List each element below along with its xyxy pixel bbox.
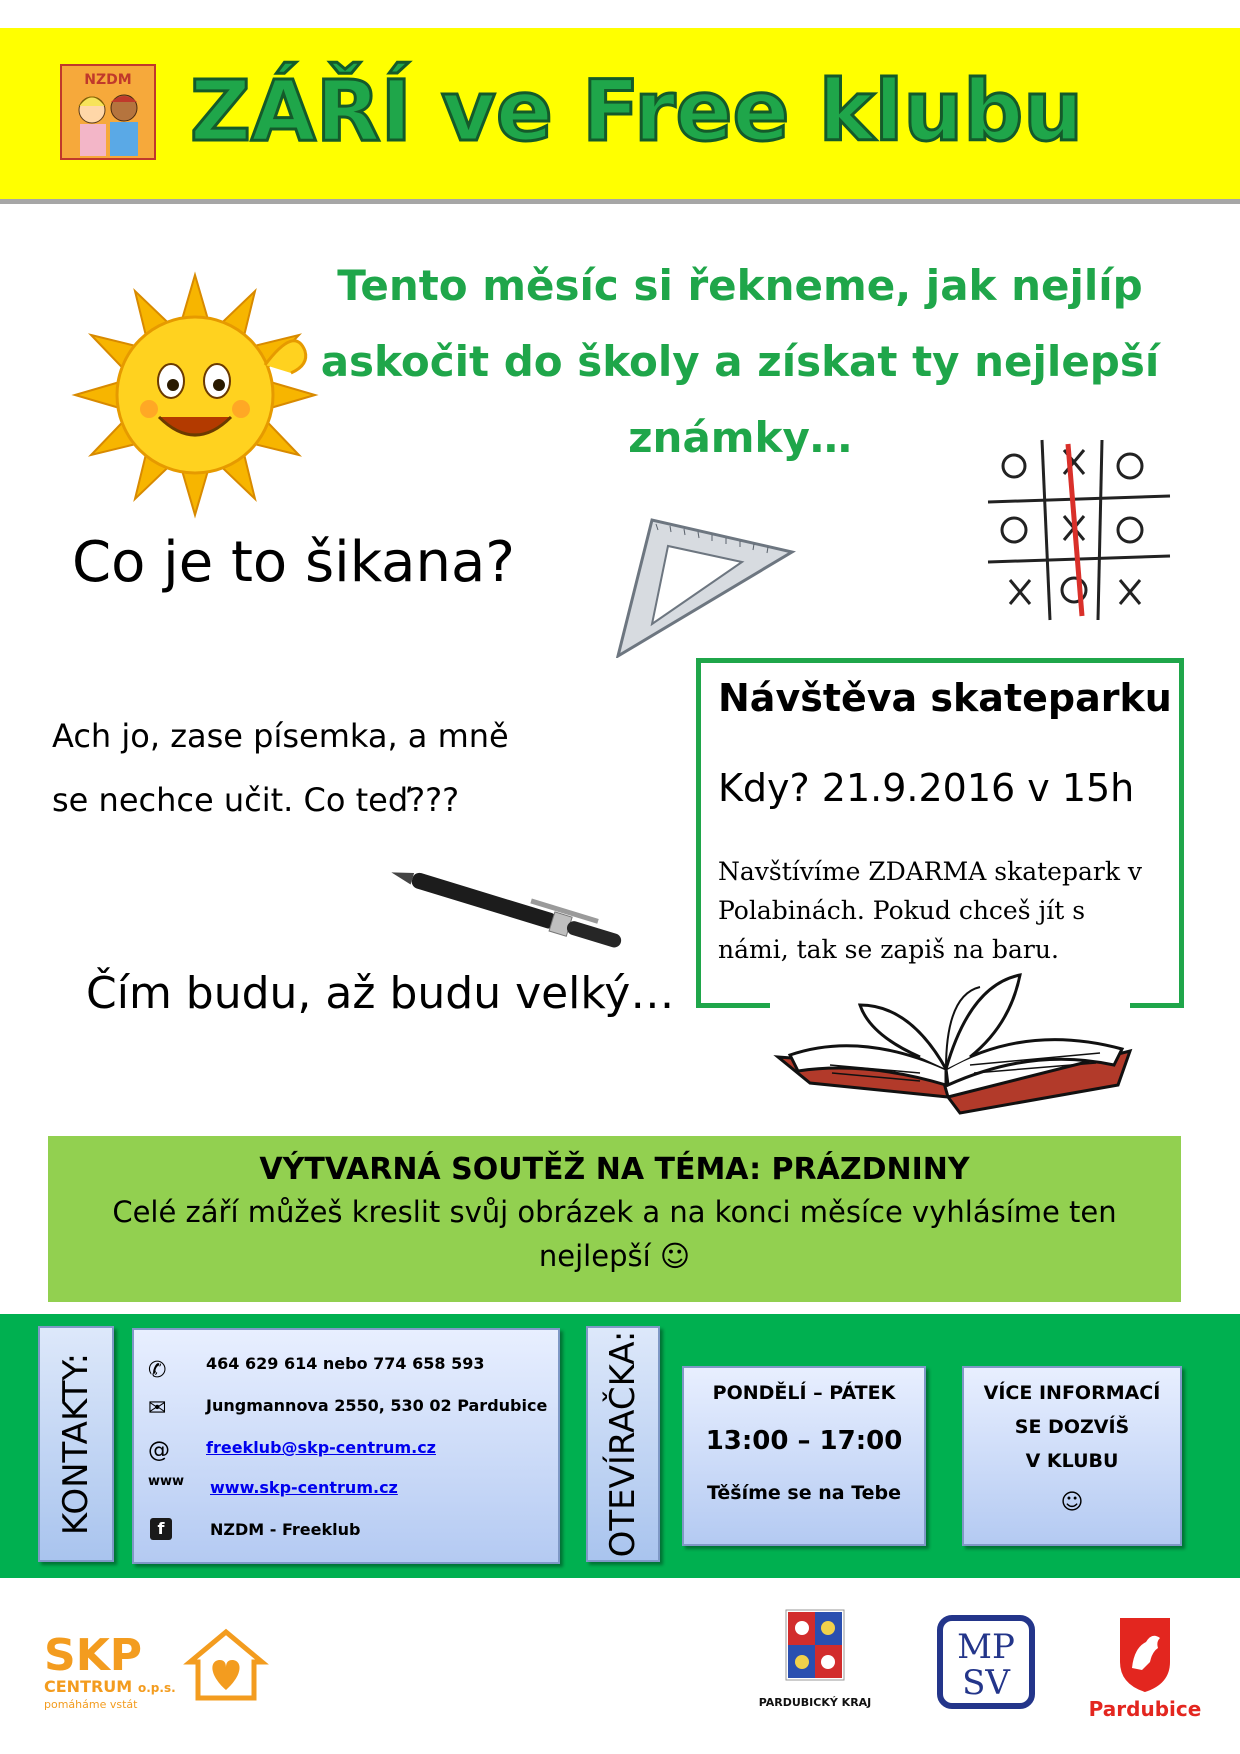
skp-logo-eps-text: o.p.s. bbox=[138, 1681, 176, 1695]
info-line-1: VÍCE INFORMACÍ bbox=[983, 1382, 1161, 1404]
pardubicky-kraj-logo bbox=[742, 1606, 888, 1716]
www-icon: www bbox=[148, 1474, 185, 1489]
envelope-icon: ✉ bbox=[148, 1396, 167, 1421]
set-square-illustration bbox=[590, 512, 800, 658]
art-contest-banner bbox=[48, 1136, 1181, 1302]
mpsv-logo-top: MP bbox=[957, 1627, 1015, 1667]
city-logo-text: Pardubice bbox=[1088, 1697, 1202, 1721]
opening-greeting: Těšíme se na Tebe bbox=[706, 1482, 902, 1504]
opening-hours-panel bbox=[682, 1366, 926, 1546]
opening-tab bbox=[586, 1326, 660, 1562]
phone-icon: ✆ bbox=[148, 1358, 167, 1383]
skp-logo-sub-text: CENTRUM bbox=[44, 1677, 133, 1696]
at-sign-icon: @ bbox=[148, 1438, 170, 1463]
skatepark-date: Kdy? 21.9.2016 v 15h bbox=[718, 766, 1135, 810]
more-info-panel bbox=[962, 1366, 1182, 1546]
topic-exam bbox=[52, 704, 612, 832]
header-divider bbox=[0, 199, 1240, 204]
kraj-logo-text: PARDUBICKÝ KRAJ bbox=[758, 1696, 872, 1709]
logo-text: NZDM bbox=[84, 72, 132, 88]
info-smiley: ☺ bbox=[1060, 1490, 1084, 1515]
info-line-3: V KLUBU bbox=[1025, 1450, 1119, 1472]
pen-illustration bbox=[378, 858, 638, 958]
topic-career: Čím budu, až budu velký… bbox=[86, 968, 675, 1019]
skp-logo-tagline: pomáháme vstát bbox=[44, 1698, 138, 1711]
skp-logo-main-text: SKP bbox=[44, 1630, 143, 1681]
intro-line-3: známky… bbox=[628, 413, 852, 462]
nzdm-logo bbox=[60, 64, 156, 160]
facebook-icon: f bbox=[150, 1518, 172, 1540]
page-title: ZÁŘÍ ve Free klubu bbox=[190, 62, 1084, 160]
topic-exam-line-2: se nechce učit. Co teď??? bbox=[52, 781, 460, 819]
contest-heading: VÝTVARNÁ SOUTĚŽ NA TÉMA: PRÁZDNINY bbox=[259, 1152, 970, 1187]
pardubice-city-logo bbox=[1080, 1612, 1210, 1722]
contact-address: Jungmannova 2550, 530 02 Pardubice bbox=[206, 1396, 548, 1415]
sun-illustration bbox=[70, 270, 320, 520]
skatepark-title: Návštěva skateparku bbox=[718, 676, 1172, 720]
info-line-2: SE DOZVÍŠ bbox=[1014, 1416, 1130, 1438]
contact-facebook: NZDM - Freeklub bbox=[210, 1520, 361, 1539]
contacts-label: KONTAKTY: bbox=[56, 1352, 96, 1536]
mpsv-logo bbox=[936, 1614, 1036, 1710]
topic-bullying: Co je to šikana? bbox=[72, 530, 516, 595]
skatepark-description: Navštívíme ZDARMA skatepark v Polabinách. Pokud chceš jít s námi, tak se zapiš na baru. bbox=[718, 857, 1143, 964]
contacts-tab bbox=[38, 1326, 114, 1562]
topic-exam-line-1: Ach jo, zase písemka, a mně bbox=[52, 717, 509, 755]
intro-line-2: askočit do školy a získat ty nejlepší bbox=[320, 337, 1160, 386]
skp-centrum-logo bbox=[40, 1618, 280, 1718]
opening-days: PONDĚLÍ – PÁTEK bbox=[712, 1382, 896, 1404]
contact-email-link[interactable]: freeklub@skp-centrum.cz bbox=[206, 1438, 436, 1457]
contact-phone: 464 629 614 nebo 774 658 593 bbox=[206, 1354, 485, 1373]
intro-line-1: Tento měsíc si řekneme, jak nejlíp bbox=[337, 261, 1143, 310]
mpsv-logo-bottom: SV bbox=[962, 1663, 1010, 1703]
opening-label: OTEVÍRAČKA: bbox=[603, 1330, 643, 1558]
tic-tac-toe-illustration bbox=[980, 430, 1180, 630]
open-book-illustration bbox=[770, 965, 1140, 1115]
contact-web-link[interactable]: www.skp-centrum.cz bbox=[210, 1478, 398, 1497]
contest-description: Celé září můžeš kreslit svůj obrázek a na konci měsíce vyhlásíme ten nejlepší ☺ bbox=[112, 1195, 1117, 1273]
opening-hours: 13:00 – 17:00 bbox=[705, 1426, 903, 1456]
contacts-panel bbox=[132, 1328, 560, 1564]
